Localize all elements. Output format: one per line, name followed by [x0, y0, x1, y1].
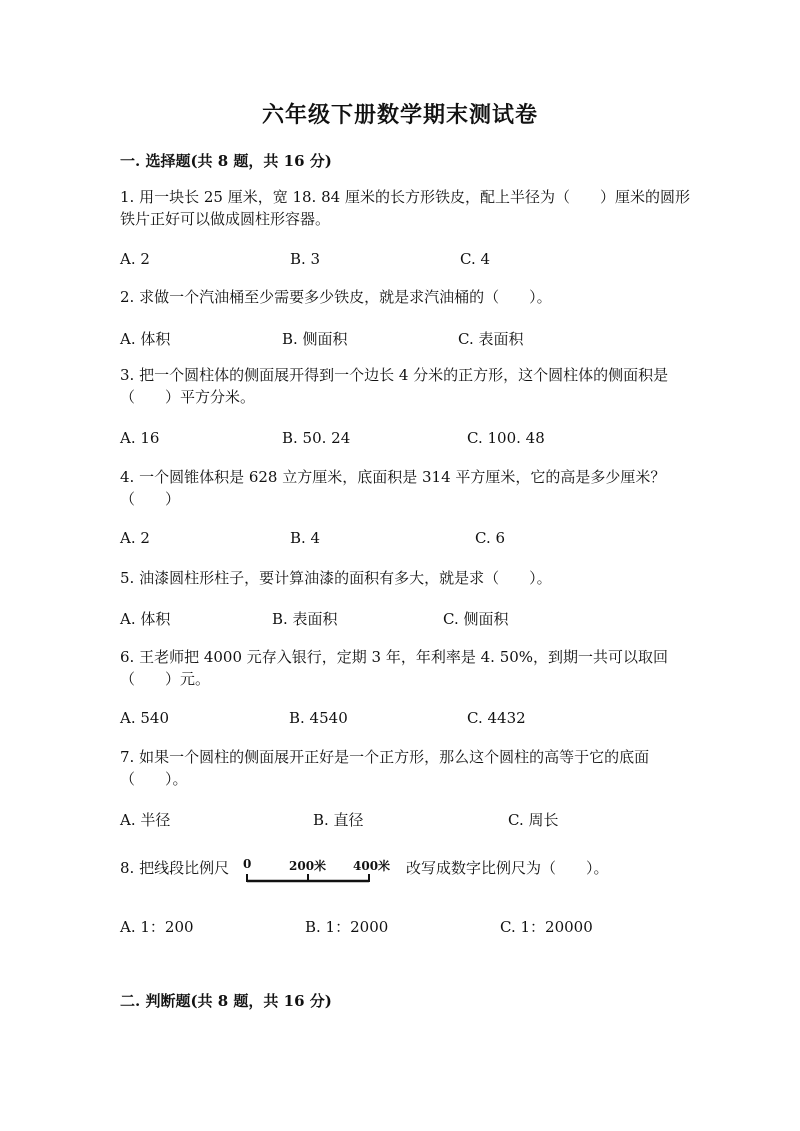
q2-option-a: A. 体积 — [120, 330, 171, 348]
question-3: 3. 把一个圆柱体的侧面展开得到一个边长 4 分米的正方形，这个圆柱体的侧面积是（ ）平方分米。 — [120, 366, 669, 406]
q5-option-c: C. 侧面积 — [443, 610, 509, 628]
question-2: 2. 求做一个汽油桶至少需要多少铁皮，就是求汽油桶的（ ）。 — [120, 288, 552, 306]
q1-option-c: C. 4 — [460, 250, 491, 268]
question-8-end: 改写成数字比例尺为（ ）。 — [406, 859, 609, 877]
q7-option-a: A. 半径 — [120, 811, 171, 829]
q1-option-a: A. 2 — [120, 250, 150, 268]
q5-option-b: B. 表面积 — [272, 610, 338, 628]
q8-option-a: A. 1：200 — [120, 918, 194, 936]
q6-option-b: B. 4540 — [289, 709, 348, 727]
question-4: 4. 一个圆锥体积是 628 立方厘米，底面积是 314 平方厘米，它的高是多少厘米？（ ） — [120, 468, 666, 508]
section-heading-judgment: 二. 判断题(共 8 题，共 16 分) — [120, 992, 332, 1010]
q8-option-b: B. 1：2000 — [305, 918, 389, 936]
q3-option-c: C. 100. 48 — [467, 429, 545, 447]
scale-label-400: 400米 — [353, 859, 391, 873]
q2-option-c: C. 表面积 — [458, 330, 524, 348]
q1-option-b: B. 3 — [290, 250, 321, 268]
scale-bar — [243, 871, 383, 885]
q4-option-c: C. 6 — [475, 529, 506, 547]
q8-option-c: C. 1：20000 — [500, 918, 593, 936]
question-5: 5. 油漆圆柱形柱子，要计算油漆的面积有多大，就是求（ ）。 — [120, 569, 552, 587]
q6-option-a: A. 540 — [120, 709, 169, 727]
question-8-start: 8. 把线段比例尺 — [120, 859, 230, 877]
line-scale-diagram — [243, 857, 391, 887]
scale-label-200: 200米 — [289, 859, 327, 873]
scale-label-0: 0 — [243, 857, 252, 871]
q5-option-a: A. 体积 — [120, 610, 171, 628]
q4-option-a: A. 2 — [120, 529, 150, 547]
q4-option-b: B. 4 — [290, 529, 321, 547]
q6-option-c: C. 4432 — [467, 709, 526, 727]
question-1: 1. 用一块长 25 厘米，宽 18. 84 厘米的长方形铁皮，配上半径为（ ）厘米的圆形铁片正好可以做成圆柱形容器。 — [120, 188, 690, 228]
q2-option-b: B. 侧面积 — [282, 330, 348, 348]
question-7: 7. 如果一个圆柱的侧面展开正好是一个正方形，那么这个圆柱的高等于它的底面（ ）。 — [120, 748, 650, 788]
page-title: 六年级下册数学期末测试卷 — [261, 102, 538, 128]
q7-option-c: C. 周长 — [508, 811, 559, 829]
q7-option-b: B. 直径 — [313, 811, 364, 829]
section-heading-choice: 一. 选择题(共 8 题，共 16 分) — [120, 152, 332, 170]
q3-option-b: B. 50. 24 — [282, 429, 351, 447]
question-6: 6. 王老师把 4000 元存入银行，定期 3 年，年利率是 4. 50%，到期一共可以取回（ ）元。 — [120, 648, 669, 688]
q3-option-a: A. 16 — [120, 429, 160, 447]
